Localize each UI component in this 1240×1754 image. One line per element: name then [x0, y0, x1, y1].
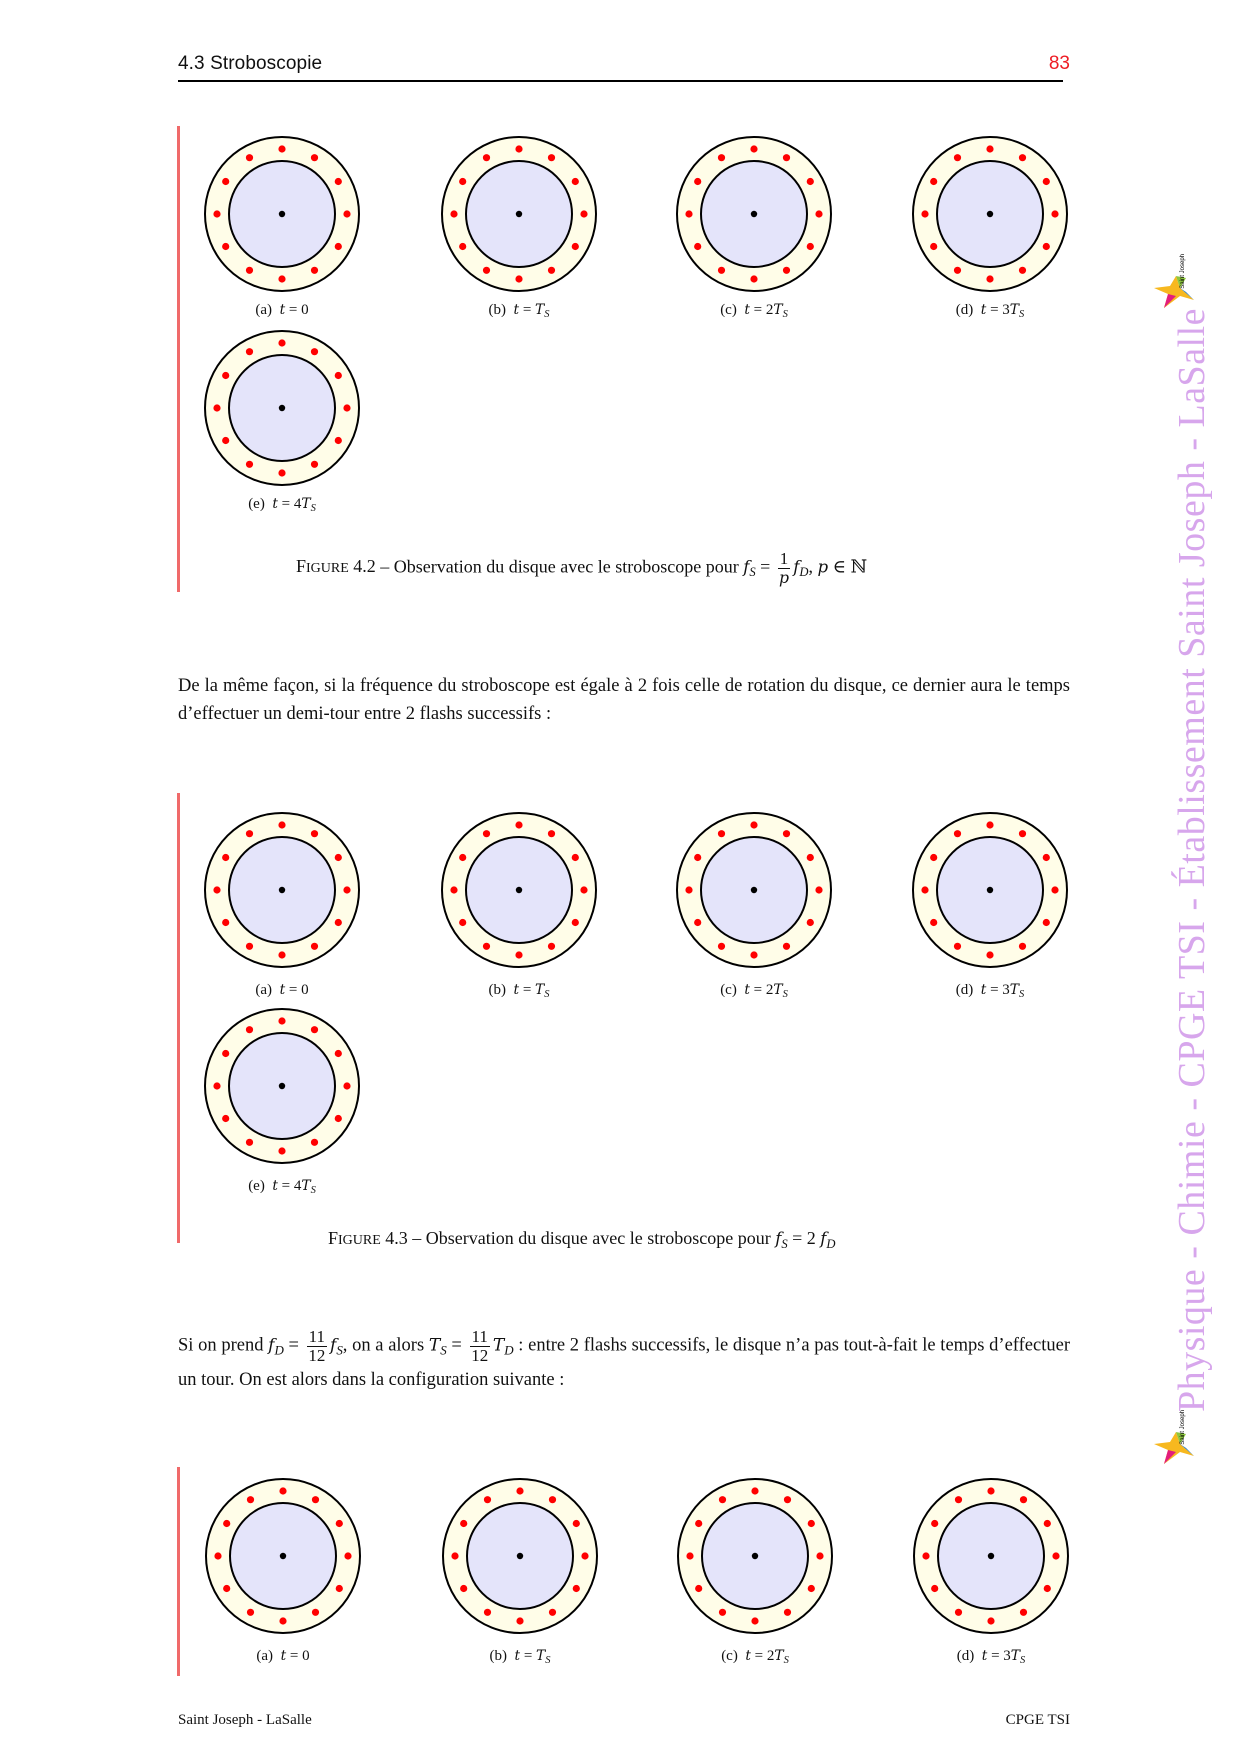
footer-class: CPGE TSI [1005, 1712, 1070, 1728]
disc-diagram [203, 1476, 363, 1636]
figure-caption: FIGURE 4.3 – Observation du disque avec le stroboscope pour $f_S = 2$ $f_D$ [328, 1228, 836, 1251]
disc-diagram [675, 1476, 835, 1636]
disc-diagram [910, 810, 1070, 970]
disc-diagram [439, 134, 599, 294]
subfigure-caption: (d) $t = 3T_S$ [955, 302, 1025, 321]
school-star-logo-icon [1150, 248, 1202, 312]
disc-diagram [910, 134, 1070, 294]
subfigure-caption: (d) $t = 3T_S$ [956, 1648, 1026, 1667]
disc-diagram [674, 134, 834, 294]
disc-diagram [202, 1006, 362, 1166]
figure-4-2-margin-bar [177, 126, 180, 592]
disc-diagram [202, 810, 362, 970]
svg-text:Saint Joseph: Saint Joseph [1180, 1410, 1186, 1445]
figure-caption: FIGURE 4.2 – Observation du disque avec le stroboscope pour $f_S$ = $\frac{1}{p}$ $f_D$, p ∈ ℕ [296, 549, 867, 587]
page-number: 83 [1048, 53, 1070, 74]
disc-diagram [202, 134, 362, 294]
disc-diagram [674, 810, 834, 970]
subfigure-caption: (c) $t = 2T_S$ [721, 1648, 789, 1667]
subfigure-caption: (c) $t = 2T_S$ [720, 982, 788, 1001]
figure-label: FIGURE 4.2 [296, 556, 376, 577]
svg-text:Saint Joseph: Saint Joseph [1180, 254, 1186, 289]
disc-diagram [440, 1476, 600, 1636]
subfigure-caption: (a) t = 0 [255, 982, 309, 998]
header-rule [178, 80, 1063, 82]
figure-margin-bar [177, 1467, 180, 1676]
subfigure-caption: (e) $t = 4T_S$ [248, 1178, 316, 1197]
subfigure-caption: (c) $t = 2T_S$ [720, 302, 788, 321]
subfigure-caption: (b) $t = T_S$ [488, 982, 550, 1001]
subfigure-caption: (b) $t = T_S$ [489, 1648, 551, 1667]
subfigure-caption: (a) t = 0 [255, 302, 309, 318]
disc-diagram [439, 810, 599, 970]
figure-label: FIGURE 4.3 [328, 1228, 408, 1248]
subfigure-caption: (d) $t = 3T_S$ [955, 982, 1025, 1001]
body-paragraph: Si on prend $f_D$ = $\frac{11}{12}$ $f_S$, on a alors $T_S$ = $\frac{11}{12}$ $T_D$ : entre 2 flashs successifs, le disque n’a pas tout-à-fait le temps d’effectuer un tour. On est alors dans la configuration suivante : [178, 1327, 1070, 1391]
footer-school: Saint Joseph - LaSalle [178, 1712, 312, 1728]
subfigure-caption: (e) $t = 4T_S$ [248, 496, 316, 515]
running-header-section-title: 4.3 Stroboscopie [178, 53, 323, 74]
body-paragraph: De la même façon, si la fréquence du stroboscope est égale à 2 fois celle de rotation du disque, ce dernier aura le temps d’effectuer un demi-tour entre 2 flashs successifs : [178, 676, 1070, 724]
figure-4-3-margin-bar [177, 793, 180, 1243]
subfigure-caption: (a) t = 0 [256, 1648, 310, 1664]
subfigure-caption: (b) $t = T_S$ [488, 302, 550, 321]
side-watermark: Physique - Chimie - CPGE TSI - Établissement Saint Joseph - LaSalle [1171, 307, 1213, 1413]
disc-diagram [911, 1476, 1071, 1636]
school-star-logo-icon [1150, 1404, 1202, 1468]
disc-diagram [202, 328, 362, 488]
